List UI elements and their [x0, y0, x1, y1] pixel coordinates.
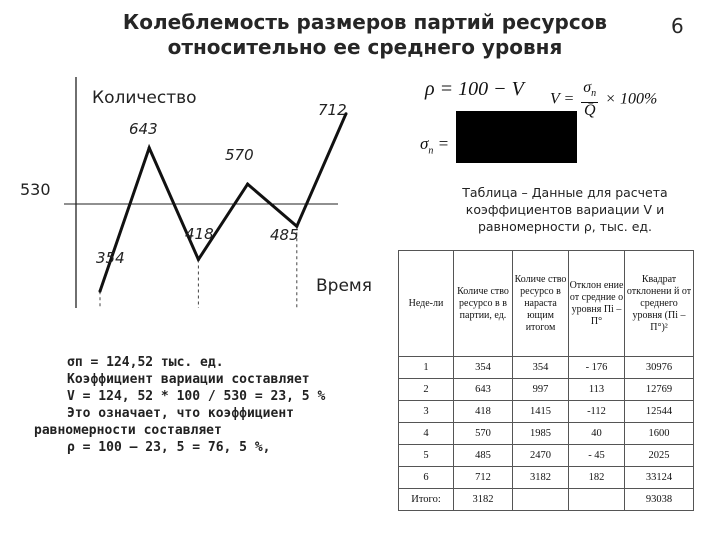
table-row — [399, 423, 694, 445]
table-cell: 113 — [569, 379, 625, 401]
summary-line-6: ρ = 100 – 23, 5 = 76, 5 %, — [67, 440, 271, 455]
summary-line-2: Коэффициент вариации составляет — [67, 372, 310, 387]
table-cell: 1415 — [513, 401, 569, 423]
point-label-3: 418 — [185, 225, 214, 243]
table-header-row — [399, 251, 694, 357]
title-line-1: Колеблемость размеров партий ресурсов — [122, 10, 608, 34]
drop-lines — [99, 112, 348, 308]
table-total-row — [399, 489, 694, 511]
table-cell: 12769 — [625, 379, 694, 401]
caption-line-2: коэффициентов вариации V и — [465, 202, 665, 217]
v-formula-lhs: V = — [550, 90, 575, 108]
table-cell: 354 — [454, 357, 513, 379]
y-axis-label: Количество — [92, 88, 197, 108]
table-cell: 3 — [399, 401, 454, 423]
point-label-6: 712 — [318, 101, 347, 119]
table-caption — [425, 184, 705, 235]
table-cell: - 45 — [569, 445, 625, 467]
table-cell: 12544 — [625, 401, 694, 423]
rho-formula-text: ρ = 100 − V — [425, 78, 524, 100]
header-quantity: Количе ство ресурсо в в партии, ед. — [454, 251, 513, 357]
table-cell: 485 — [454, 445, 513, 467]
table-cell: 4 — [399, 423, 454, 445]
sigma-formula — [420, 134, 449, 156]
table-cell: 3182 — [454, 489, 513, 511]
table-row — [399, 357, 694, 379]
table-cell — [569, 489, 625, 511]
table-cell: 33124 — [625, 467, 694, 489]
table-cell: 354 — [513, 357, 569, 379]
summary-line-1: σп = 124,52 тыс. ед. — [67, 355, 224, 370]
table-cell: 2025 — [625, 445, 694, 467]
table-cell: 2 — [399, 379, 454, 401]
table-cell: 712 — [454, 467, 513, 489]
table-cell: 3182 — [513, 467, 569, 489]
header-week: Неде-ли — [399, 251, 454, 357]
point-label-4: 570 — [225, 146, 254, 164]
table-cell: -112 — [569, 401, 625, 423]
table-row — [399, 379, 694, 401]
header-cumulative: Количе ство ресурсо в нараста ющим итогом — [513, 251, 569, 357]
table-cell: Итого: — [399, 489, 454, 511]
caption-line-1: Таблица – Данные для расчета — [462, 185, 668, 200]
page-number: 6 — [671, 14, 684, 38]
table-cell: 5 — [399, 445, 454, 467]
table-cell: 30976 — [625, 357, 694, 379]
table-cell: 182 — [569, 467, 625, 489]
data-point-3 — [197, 258, 200, 261]
table-cell: 40 — [569, 423, 625, 445]
table-cell — [513, 489, 569, 511]
table-cell: 1 — [399, 357, 454, 379]
table-cell: 997 — [513, 379, 569, 401]
data-table — [398, 250, 694, 511]
title-line-2: относительно ее среднего уровня — [167, 35, 563, 59]
v-denominator: Q̄ — [583, 102, 596, 120]
table-cell: 2470 — [513, 445, 569, 467]
series-line — [100, 114, 346, 292]
table-cell: - 176 — [569, 357, 625, 379]
point-label-2: 643 — [129, 120, 158, 138]
header-deviation: Отклон ение от средние о уровня Пi – П° — [569, 251, 625, 357]
table-cell: 418 — [454, 401, 513, 423]
data-point-4 — [246, 183, 249, 186]
table-cell: 570 — [454, 423, 513, 445]
table-cell: 1985 — [513, 423, 569, 445]
table-cell: 643 — [454, 379, 513, 401]
rho-formula — [425, 78, 524, 101]
sigma-lhs: σ — [420, 134, 429, 153]
v-numerator: σ — [583, 79, 592, 96]
table-row — [399, 401, 694, 423]
sigma-sub: п — [428, 145, 434, 157]
table-row — [399, 467, 694, 489]
summary-line-4: Это означает, что коэффициент — [67, 406, 294, 421]
summary-line-5: равномерности составляет — [34, 423, 222, 438]
table-row — [399, 445, 694, 467]
table-cell: 1600 — [625, 423, 694, 445]
table-cell: 93038 — [625, 489, 694, 511]
mean-label: 530 — [20, 180, 51, 199]
caption-line-3: равномерности ρ, тыс. ед. — [477, 219, 653, 234]
v-fraction — [581, 80, 598, 119]
table-cell: 6 — [399, 467, 454, 489]
formula-image-block — [456, 111, 577, 163]
v-numerator-sub: п — [591, 88, 597, 100]
v-formula-rhs: × 100% — [605, 90, 658, 108]
summary-line-3: V = 124, 52 * 100 / 530 = 23, 5 % — [67, 389, 326, 404]
point-label-5: 485 — [270, 226, 299, 244]
data-point-2 — [148, 146, 151, 149]
x-axis-label: Время — [316, 276, 372, 296]
header-squared-deviation: Квадрат отклонени й от среднего уровня (Пi – П°)² — [625, 251, 694, 357]
sigma-eq: = — [437, 134, 450, 153]
point-label-1: 354 — [96, 249, 125, 267]
data-point-1 — [99, 290, 102, 293]
